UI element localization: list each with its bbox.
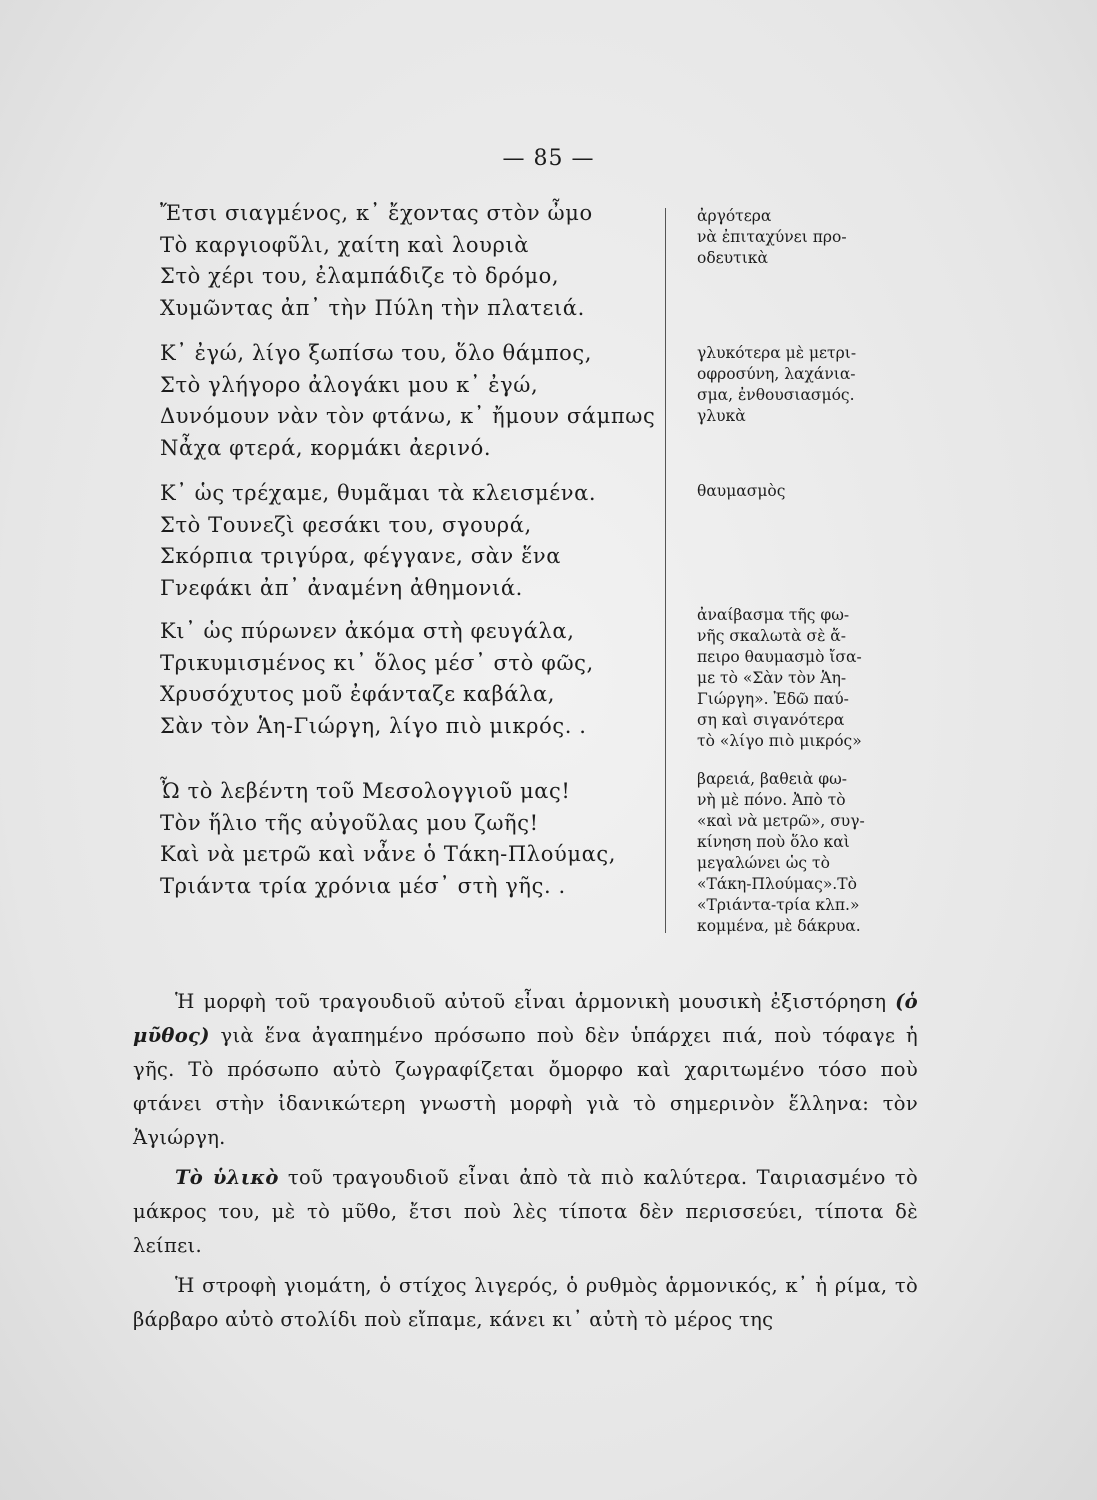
poem-stanza-2 bbox=[160, 338, 655, 464]
note-line: οφροσύνη, λαχάνια- bbox=[697, 365, 856, 383]
note-line: νὰ ἐπιταχύνει προ- bbox=[697, 228, 847, 246]
note-line: Γιώργη». Ἐδῶ παύ- bbox=[697, 690, 849, 708]
poem-line: Τριάντα τρία χρόνια μέσ᾿ στὴ γῆς. . bbox=[160, 873, 566, 898]
poem-line: Τὸ καργιοφῦλι, χαίτη καὶ λουριὰ bbox=[160, 232, 530, 257]
margin-note-3 bbox=[697, 481, 897, 502]
note-line: με τὸ «Σὰν τὸν Ἁη- bbox=[697, 669, 847, 687]
note-line: βαρειά, βαθειὰ φω- bbox=[697, 770, 847, 788]
note-line: ἀργότερα bbox=[697, 207, 772, 225]
note-line: «Τάκη-Πλούμας».Τὸ bbox=[697, 875, 857, 893]
paragraph-text: Ἡ μορφὴ τοῦ τραγουδιοῦ αὐτοῦ εἶναι ἁρμονικὴ μουσικὴ ἐξιστόρηση bbox=[175, 990, 896, 1013]
paragraph-text: γιὰ ἕνα ἀγαπημένο πρόσωπο ποὺ δὲν ὑπάρχει πιά, ποὺ τόφαγε ἡ γῆς. Τὸ πρόσωπο αὐτὸ ζωγραφίζεται ὄμορφο καὶ χαριτωμένο τόσο ποὺ φτάνει στὴν ἰδανικώτερη γνωστὴ μορφὴ γιὰ τὸ σημερινὸν ἕλληνα: τὸν Ἁγιώργη. bbox=[133, 1024, 918, 1149]
note-line: ση καὶ σιγανότερα bbox=[697, 711, 845, 729]
margin-note-1 bbox=[697, 206, 897, 269]
paragraph-stanza bbox=[133, 1269, 918, 1337]
column-divider bbox=[665, 208, 666, 933]
paragraph-form bbox=[133, 985, 918, 1155]
poem-line: Σκόρπια τριγύρα, φέγγανε, σὰν ἕνα bbox=[160, 544, 562, 568]
poem-line: Ὦ τὸ λεβέντη τοῦ Μεσολογγιοῦ μας! bbox=[160, 779, 571, 803]
note-line: «Τριάντα-τρία κλπ.» bbox=[697, 896, 860, 914]
poem-line: Χρυσόχυτος μοῦ ἐφάνταζε καβάλα, bbox=[160, 682, 556, 706]
note-line: μεγαλώνει ὡς τὸ bbox=[697, 854, 830, 872]
note-line: κίνηση ποὺ ὅλο καὶ bbox=[697, 833, 850, 851]
note-line: γλυκὰ bbox=[697, 407, 746, 425]
margin-note-2 bbox=[697, 343, 897, 427]
poem-line: Κ᾿ ὡς τρέχαμε, θυμᾶμαι τὰ κλεισμένα. bbox=[160, 481, 597, 505]
margin-note-5 bbox=[697, 769, 897, 937]
poem-line: Κ᾿ ἐγώ, λίγο ξωπίσω του, ὅλο θάμπος, bbox=[160, 341, 593, 365]
note-line: νὴ μὲ πόνο. Ἀπὸ τὸ bbox=[697, 791, 846, 809]
poem-stanza-3 bbox=[160, 478, 596, 604]
poem-stanza-1 bbox=[160, 198, 593, 324]
poem-line: Τὸν ἥλιο τῆς αὐγοῦλας μου ζωῆς! bbox=[160, 810, 539, 835]
note-line: σμα, ἐνθουσιασμός. bbox=[697, 386, 855, 404]
note-line: θαυμασμὸς bbox=[697, 482, 786, 500]
note-line: ἀναίβασμα τῆς φω- bbox=[697, 606, 850, 624]
note-line: οδευτικὰ bbox=[697, 249, 768, 267]
note-line: νῆς σκαλωτὰ σὲ ἄ- bbox=[697, 627, 847, 645]
note-line: «καὶ νὰ μετρῶ», συγ- bbox=[697, 812, 865, 830]
poem-line: Δυνόμουν νὰν τὸν φτάνω, κ᾿ ἤμουν σάμπως bbox=[160, 404, 656, 428]
note-line: γλυκότερα μὲ μετρι- bbox=[697, 344, 857, 362]
paragraph-text: τοῦ τραγουδιοῦ εἶναι ἀπὸ τὰ πιὸ καλύτερα. Ταιριασμένο τὸ μάκρος του, μὲ τὸ μῦθο, ἔτσι ποὺ λὲς τίποτα δὲν περισσεύει, τίποτα δὲ λείπει. bbox=[133, 1166, 919, 1257]
poem-line: Γνεφάκι ἀπ᾿ ἀναμένη ἀθημονιά. bbox=[160, 575, 523, 600]
poem-line: Στὸ χέρι του, ἐλαμπάδιζε τὸ δρόμο, bbox=[160, 264, 560, 288]
note-line: κομμένα, μὲ δάκρυα. bbox=[697, 917, 861, 935]
page-number: — 85 — bbox=[502, 146, 595, 171]
poem-line: Κι᾿ ὡς πύρωνεν ἀκόμα στὴ φευγάλα, bbox=[160, 619, 575, 643]
emphasis-material: Τὸ ὑλικὸ bbox=[175, 1166, 279, 1189]
paragraph-text: Ἡ στροφὴ γιομάτη, ὁ στίχος λιγερός, ὁ ρυθμὸς ἁρμονικός, κ᾿ ἡ ρίμα, τὸ βάρβαρο αὐτὸ στολίδι ποὺ εἴπαμε, κάνει κι᾿ αὐτὴ τὸ μέρος της bbox=[133, 1274, 918, 1331]
poem-line: Στὸ γλήγορο ἀλογάκι μου κ᾿ ἐγώ, bbox=[160, 372, 539, 397]
poem-stanza-5 bbox=[160, 776, 616, 902]
note-line: τὸ «λίγο πιὸ μικρός» bbox=[697, 732, 862, 750]
note-line: πειρο θαυμασμὸ ἴσα- bbox=[697, 648, 862, 666]
poem-line: Τρικυμισμένος κι᾿ ὅλος μέσ᾿ στὸ φῶς, bbox=[160, 650, 594, 675]
paragraph-material bbox=[133, 1161, 918, 1263]
poem-line: Σὰν τὸν Ἁη-Γιώργη, λίγο πιὸ μικρός. . bbox=[160, 713, 587, 738]
emphasis-mythos: (ὁ μῦθος) bbox=[133, 990, 918, 1047]
poem-stanza-4 bbox=[160, 616, 594, 742]
poem-line: Χυμῶντας ἀπ᾿ τὴν Πύλη τὴν πλατειά. bbox=[160, 295, 585, 320]
poem-line: Στὸ Τουνεζὶ φεσάκι του, σγουρά, bbox=[160, 512, 532, 537]
poem-line: Ἔτσι σιαγμένος, κ᾿ ἔχοντας στὸν ὦμο bbox=[160, 201, 593, 225]
margin-note-4 bbox=[697, 605, 897, 752]
poem-line: Καὶ νὰ μετρῶ καὶ νἆνε ὁ Τάκη-Πλούμας, bbox=[160, 842, 616, 866]
poem-line: Νἆχα φτερά, κορμάκι ἀερινό. bbox=[160, 435, 492, 460]
commentary-text bbox=[133, 985, 918, 1343]
